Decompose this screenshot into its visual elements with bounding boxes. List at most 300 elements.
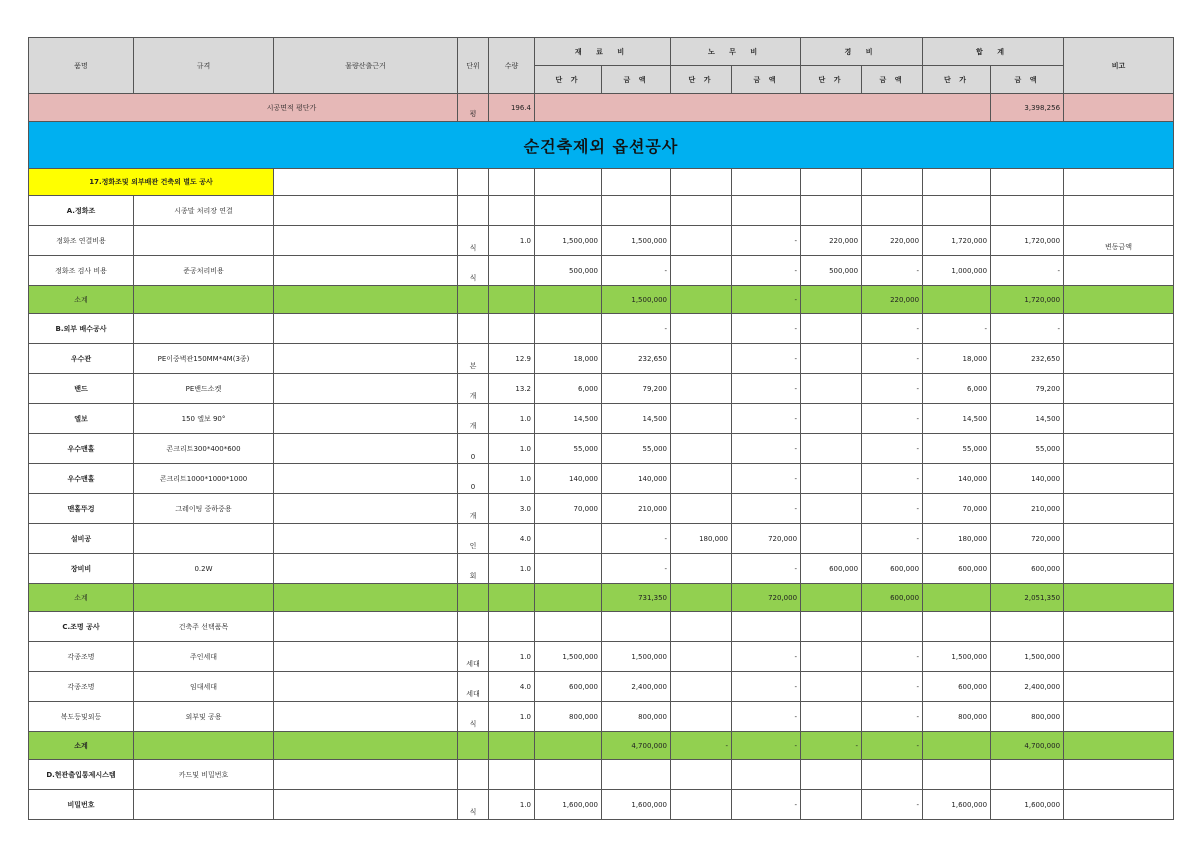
cell-m-amt: 79,200 (602, 374, 671, 404)
cell-e-up (801, 524, 862, 554)
cell-t-amt: 1,720,000 (991, 226, 1064, 256)
cell-qty (489, 256, 535, 286)
cell-basis (274, 434, 458, 464)
cell-item: 우수관 (29, 344, 134, 374)
cell-m-amt (602, 760, 671, 790)
cell-e-amt: - (862, 344, 923, 374)
header-unit: 단위 (458, 38, 489, 94)
cell-remark (1064, 256, 1174, 286)
cell-qty: 4.0 (489, 672, 535, 702)
cell-l-up: 180,000 (671, 524, 732, 554)
cell-m-up (535, 760, 602, 790)
cell-m-amt: 55,000 (602, 434, 671, 464)
cell-basis (274, 790, 458, 820)
cell-basis (274, 404, 458, 434)
cell-l-amt: - (732, 672, 801, 702)
cell-qty: 1.0 (489, 554, 535, 584)
cell-m-amt: 731,350 (602, 584, 671, 612)
cell-qty: 13.2 (489, 374, 535, 404)
cell-qty: 1.0 (489, 464, 535, 494)
cell-e-up (801, 584, 862, 612)
header-total-unit-price: 단 가 (923, 66, 991, 94)
cell-basis (274, 286, 458, 314)
table-row (29, 672, 1174, 702)
cell-remark (1064, 702, 1174, 732)
header-material-amount: 금 액 (602, 66, 671, 94)
cell-unit: 세대 (458, 642, 489, 672)
cell-t-up: - (923, 314, 991, 344)
header-item: 품명 (29, 38, 134, 94)
subtotal-row (29, 286, 1174, 314)
cell-t-up: 6,000 (923, 374, 991, 404)
cell-m-up: 1,500,000 (535, 226, 602, 256)
table-row (29, 554, 1174, 584)
cell-remark (1064, 584, 1174, 612)
cell-basis (274, 196, 458, 226)
cell-m-up: 140,000 (535, 464, 602, 494)
cell-t-amt: 210,000 (991, 494, 1064, 524)
cell-basis (274, 554, 458, 584)
group-header-row (29, 760, 1174, 790)
cell-spec: 콘크리트300*400*600 (134, 434, 274, 464)
cell-t-up: 600,000 (923, 554, 991, 584)
cell-m-amt: 1,600,000 (602, 790, 671, 820)
cell-item: 맨홀뚜겅 (29, 494, 134, 524)
cell-t-up: 55,000 (923, 434, 991, 464)
cell-unit (458, 612, 489, 642)
cell-e-up (801, 760, 862, 790)
cell-spec: 150 엘보 90° (134, 404, 274, 434)
cell-l-up (671, 464, 732, 494)
header-expense-amount: 금 액 (862, 66, 923, 94)
cell-l-amt: - (732, 434, 801, 464)
cell-item: 밴드 (29, 374, 134, 404)
header-qty: 수량 (489, 38, 535, 94)
cell-basis (274, 494, 458, 524)
header-remark: 비고 (1064, 38, 1174, 94)
cell-unit: 식 (458, 790, 489, 820)
cell-qty: 1.0 (489, 226, 535, 256)
cell-spec: 임대세대 (134, 672, 274, 702)
cell-item: 복도등및외등 (29, 702, 134, 732)
cell-remark (1064, 760, 1174, 790)
cell-qty (489, 286, 535, 314)
cell-item: A.정화조 (29, 196, 134, 226)
cell-item: 정화조 연결비용 (29, 226, 134, 256)
cell-item: 설비공 (29, 524, 134, 554)
cell-t-amt: 720,000 (991, 524, 1064, 554)
cell-t-amt: - (991, 256, 1064, 286)
cell-l-up (671, 374, 732, 404)
cell-l-up (671, 612, 732, 642)
group-header-row (29, 314, 1174, 344)
cell-unit: 개 (458, 494, 489, 524)
cell-basis (274, 612, 458, 642)
cell-e-up (801, 642, 862, 672)
cell-m-amt: 800,000 (602, 702, 671, 732)
banner-row (29, 122, 1174, 169)
cell-item: C.조명 공사 (29, 612, 134, 642)
cell-m-amt (602, 196, 671, 226)
cell-e-up (801, 374, 862, 404)
cell-t-up: 14,500 (923, 404, 991, 434)
cell-l-up (671, 404, 732, 434)
cell-m-up: 800,000 (535, 702, 602, 732)
cell-remark (1064, 434, 1174, 464)
cell-l-amt: - (732, 374, 801, 404)
cell-t-amt: 14,500 (991, 404, 1064, 434)
cell-remark (1064, 642, 1174, 672)
cell-l-amt: - (732, 702, 801, 732)
cell-l-up (671, 702, 732, 732)
cell-item: 소계 (29, 286, 134, 314)
cell-basis (274, 256, 458, 286)
cell-t-up: 18,000 (923, 344, 991, 374)
cell-t-up: 1,720,000 (923, 226, 991, 256)
cell-t-amt: 79,200 (991, 374, 1064, 404)
cell-spec: 콘크리트1000*1000*1000 (134, 464, 274, 494)
cell-t-amt: 140,000 (991, 464, 1064, 494)
cell-t-up: 1,000,000 (923, 256, 991, 286)
cell-m-up: 1,500,000 (535, 642, 602, 672)
cell-t-amt: 232,650 (991, 344, 1064, 374)
cell-e-up (801, 464, 862, 494)
cell-e-up (801, 434, 862, 464)
cell-e-amt: - (862, 464, 923, 494)
cell-m-up (535, 554, 602, 584)
cell-t-up (923, 732, 991, 760)
cell-m-up: 55,000 (535, 434, 602, 464)
cell-e-amt: - (862, 672, 923, 702)
cell-spec: 건축주 선택품목 (134, 612, 274, 642)
cell-e-amt: 220,000 (862, 226, 923, 256)
area-unit-price-row (29, 94, 1174, 122)
cell-basis (274, 314, 458, 344)
cell-spec (134, 286, 274, 314)
cell-m-up: 18,000 (535, 344, 602, 374)
cell-m-up: 70,000 (535, 494, 602, 524)
cell-item: 우수맨홀 (29, 464, 134, 494)
cell-t-up: 600,000 (923, 672, 991, 702)
cell-e-up: 500,000 (801, 256, 862, 286)
area-label: 시공면적 평단가 (29, 94, 458, 122)
cell-e-up (801, 702, 862, 732)
cell-t-amt: 800,000 (991, 702, 1064, 732)
cell-remark (1064, 494, 1174, 524)
cell-remark (1064, 286, 1174, 314)
cell-e-up (801, 612, 862, 642)
cell-m-amt: 1,500,000 (602, 286, 671, 314)
cell-e-up: 600,000 (801, 554, 862, 584)
cell-t-up (923, 286, 991, 314)
cell-spec: 준공처리비용 (134, 256, 274, 286)
cell-e-amt (862, 196, 923, 226)
cell-unit (458, 584, 489, 612)
cell-unit: 본 (458, 344, 489, 374)
header-basis: 물량산출근거 (274, 38, 458, 94)
cell-unit: 0 (458, 464, 489, 494)
cell-l-up (671, 256, 732, 286)
cell-e-up: 220,000 (801, 226, 862, 256)
cell-e-amt: 600,000 (862, 554, 923, 584)
table-row (29, 790, 1174, 820)
cell-t-amt: 4,700,000 (991, 732, 1064, 760)
cell-unit: 인 (458, 524, 489, 554)
cell-m-up (535, 732, 602, 760)
cell-remark (1064, 344, 1174, 374)
cell-l-up (671, 554, 732, 584)
cell-unit: 식 (458, 702, 489, 732)
cell-l-amt: 720,000 (732, 524, 801, 554)
cell-qty (489, 612, 535, 642)
cell-l-amt: 720,000 (732, 584, 801, 612)
cell-spec: 그레이팅 중하중용 (134, 494, 274, 524)
group-header-row (29, 612, 1174, 642)
cell-e-amt: - (862, 314, 923, 344)
cell-t-up: 70,000 (923, 494, 991, 524)
cell-t-up (923, 584, 991, 612)
cell-qty: 1.0 (489, 702, 535, 732)
cell-remark (1064, 790, 1174, 820)
cell-m-amt: - (602, 256, 671, 286)
cell-remark (1064, 374, 1174, 404)
cell-m-up (535, 524, 602, 554)
cell-m-up: 1,600,000 (535, 790, 602, 820)
cell-t-amt: 55,000 (991, 434, 1064, 464)
group-header-row (29, 196, 1174, 226)
cell-l-amt: - (732, 790, 801, 820)
cell-item: B.외부 배수공사 (29, 314, 134, 344)
cell-basis (274, 702, 458, 732)
cell-l-up: - (671, 732, 732, 760)
cell-unit (458, 196, 489, 226)
cell-remark (1064, 196, 1174, 226)
cell-item: 정화조 검사 비용 (29, 256, 134, 286)
cell-unit: 0 (458, 434, 489, 464)
cell-remark (1064, 464, 1174, 494)
table-row (29, 524, 1174, 554)
cell-unit (458, 314, 489, 344)
cell-qty (489, 732, 535, 760)
header-labor-unit-price: 단 가 (671, 66, 732, 94)
cell-remark (1064, 732, 1174, 760)
cell-item: 엘보 (29, 404, 134, 434)
cell-remark (1064, 404, 1174, 434)
cell-remark (1064, 314, 1174, 344)
cell-item: 소계 (29, 732, 134, 760)
cell-e-amt (862, 760, 923, 790)
cell-remark: 변동금액 (1064, 226, 1174, 256)
cell-l-amt: - (732, 732, 801, 760)
cell-item: 소계 (29, 584, 134, 612)
cell-unit: 개 (458, 404, 489, 434)
cell-t-amt (991, 612, 1064, 642)
cell-m-up: 500,000 (535, 256, 602, 286)
cell-item: 각종조명 (29, 672, 134, 702)
cell-t-amt: 1,600,000 (991, 790, 1064, 820)
cell-t-amt: 2,400,000 (991, 672, 1064, 702)
cell-qty: 3.0 (489, 494, 535, 524)
cell-basis (274, 642, 458, 672)
cell-spec (134, 314, 274, 344)
cell-qty: 1.0 (489, 642, 535, 672)
cell-t-amt: 1,720,000 (991, 286, 1064, 314)
cell-m-up (535, 286, 602, 314)
cell-e-up (801, 790, 862, 820)
cell-qty: 1.0 (489, 790, 535, 820)
table-row (29, 702, 1174, 732)
cell-spec: 카드및 비밀번호 (134, 760, 274, 790)
cell-l-amt: - (732, 286, 801, 314)
cell-basis (274, 464, 458, 494)
cell-spec (134, 732, 274, 760)
cell-remark (1064, 672, 1174, 702)
cell-m-amt: 4,700,000 (602, 732, 671, 760)
section-title-row (29, 169, 1174, 196)
table-row (29, 256, 1174, 286)
cell-l-amt: - (732, 554, 801, 584)
cell-e-up: - (801, 732, 862, 760)
cell-t-up: 800,000 (923, 702, 991, 732)
table-row (29, 404, 1174, 434)
cell-item: 우수맨홀 (29, 434, 134, 464)
cell-t-amt: 600,000 (991, 554, 1064, 584)
cell-l-up (671, 286, 732, 314)
cell-e-amt: 220,000 (862, 286, 923, 314)
cell-l-up (671, 196, 732, 226)
cell-l-amt (732, 760, 801, 790)
cell-remark (1064, 612, 1174, 642)
cell-t-up (923, 612, 991, 642)
cell-unit: 식 (458, 256, 489, 286)
cell-qty (489, 314, 535, 344)
cell-t-up: 1,600,000 (923, 790, 991, 820)
cell-t-up: 1,500,000 (923, 642, 991, 672)
area-total-amount: 3,398,256 (991, 94, 1064, 122)
cell-e-up (801, 344, 862, 374)
cell-t-amt: - (991, 314, 1064, 344)
cell-basis (274, 760, 458, 790)
cell-qty (489, 760, 535, 790)
cell-e-amt: - (862, 524, 923, 554)
cell-unit (458, 732, 489, 760)
cell-l-amt: - (732, 404, 801, 434)
cell-m-up: 6,000 (535, 374, 602, 404)
cell-qty: 4.0 (489, 524, 535, 554)
cell-qty (489, 196, 535, 226)
cell-l-up (671, 314, 732, 344)
cell-spec: 시종말 처리장 연결 (134, 196, 274, 226)
cell-l-amt: - (732, 494, 801, 524)
cell-l-amt: - (732, 464, 801, 494)
cell-t-up: 140,000 (923, 464, 991, 494)
cell-spec: PE이중벽관150MM*4M(3종) (134, 344, 274, 374)
cell-qty: 12.9 (489, 344, 535, 374)
cell-l-amt: - (732, 642, 801, 672)
cell-e-up (801, 404, 862, 434)
cell-basis (274, 344, 458, 374)
cell-m-amt: 14,500 (602, 404, 671, 434)
cell-qty: 1.0 (489, 434, 535, 464)
cell-m-amt: 2,400,000 (602, 672, 671, 702)
table-row (29, 464, 1174, 494)
cell-e-up (801, 196, 862, 226)
table-row (29, 494, 1174, 524)
option-work-banner: 순건축제외 옵션공사 (29, 122, 1174, 169)
cell-t-amt: 1,500,000 (991, 642, 1064, 672)
cell-e-up (801, 672, 862, 702)
cell-basis (274, 732, 458, 760)
cell-l-up (671, 642, 732, 672)
header-material-unit-price: 단 가 (535, 66, 602, 94)
cell-l-up (671, 344, 732, 374)
cell-spec (134, 584, 274, 612)
cell-m-amt: 210,000 (602, 494, 671, 524)
table-row (29, 642, 1174, 672)
cell-e-amt: - (862, 404, 923, 434)
cell-e-up (801, 314, 862, 344)
cell-qty: 1.0 (489, 404, 535, 434)
cell-e-amt: - (862, 374, 923, 404)
cell-m-up: 600,000 (535, 672, 602, 702)
cell-l-up (671, 494, 732, 524)
header-total: 합 계 (923, 38, 1064, 66)
cell-m-amt: 1,500,000 (602, 642, 671, 672)
cell-m-amt: - (602, 524, 671, 554)
cell-t-up (923, 196, 991, 226)
cell-qty (489, 584, 535, 612)
cell-e-up (801, 494, 862, 524)
cell-e-amt: - (862, 790, 923, 820)
cell-e-up (801, 286, 862, 314)
cell-e-amt (862, 612, 923, 642)
header-expense-unit-price: 단 가 (801, 66, 862, 94)
cell-basis (274, 226, 458, 256)
cell-l-amt (732, 612, 801, 642)
cell-m-up (535, 584, 602, 612)
cell-e-amt: - (862, 434, 923, 464)
cell-l-amt: - (732, 256, 801, 286)
cell-spec: 0.2W (134, 554, 274, 584)
cell-m-up (535, 196, 602, 226)
table-row (29, 434, 1174, 464)
cell-m-amt: 232,650 (602, 344, 671, 374)
cell-item: D.현관출입통제시스템 (29, 760, 134, 790)
cell-item: 장비비 (29, 554, 134, 584)
header-total-amount: 금 액 (991, 66, 1064, 94)
cell-l-amt: - (732, 314, 801, 344)
cell-unit: 개 (458, 374, 489, 404)
cell-m-up: 14,500 (535, 404, 602, 434)
cell-m-amt: - (602, 554, 671, 584)
cell-basis (274, 672, 458, 702)
subtotal-row (29, 732, 1174, 760)
cell-l-up (671, 226, 732, 256)
cell-m-amt (602, 612, 671, 642)
cell-unit (458, 286, 489, 314)
subtotal-row (29, 584, 1174, 612)
area-unit: 평 (458, 94, 489, 122)
section-title: 17.정화조및 외부배관 건축외 별도 공사 (29, 169, 274, 196)
cell-unit: 회 (458, 554, 489, 584)
header-labor-amount: 금 액 (732, 66, 801, 94)
cell-e-amt: - (862, 702, 923, 732)
cell-l-up (671, 434, 732, 464)
cell-spec (134, 790, 274, 820)
cell-remark (1064, 554, 1174, 584)
cell-spec: 외부및 공용 (134, 702, 274, 732)
cell-unit: 세대 (458, 672, 489, 702)
